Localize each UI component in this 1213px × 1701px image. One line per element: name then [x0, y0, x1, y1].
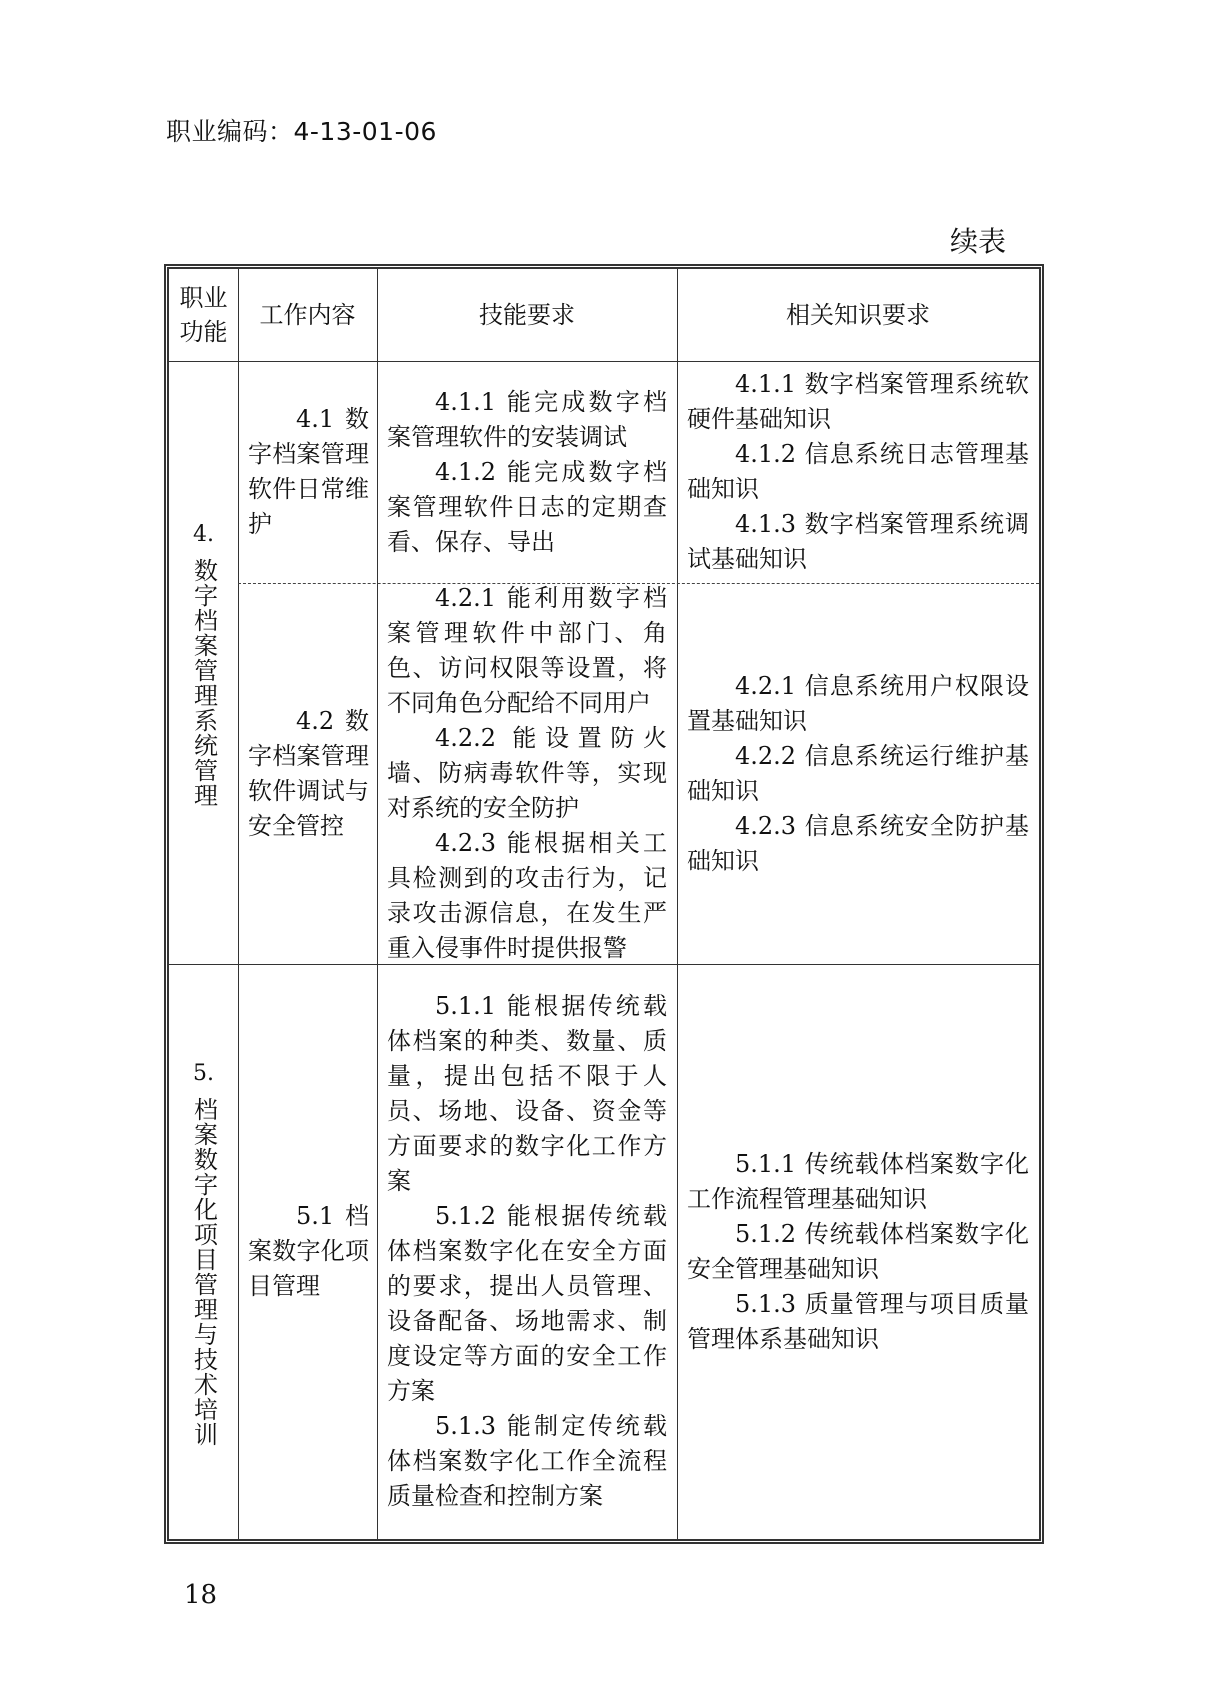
work-cell — [238, 583, 377, 964]
function-cell-5 — [169, 964, 238, 1539]
header-function: 职业 功能 — [179, 284, 228, 346]
knowledge-cell — [677, 583, 1039, 964]
knowledge-item: 4.1.1 数字档案管理系统软硬件基础知识 — [687, 370, 1029, 433]
knowledge-cell — [677, 964, 1039, 1539]
skill-item: 4.2.1 能利用数字档案管理软件中部门、角色、访问权限等设置，将不同角色分配给不同用户 — [387, 584, 667, 717]
header-knowledge: 相关知识要求 — [786, 300, 930, 329]
skills-table — [164, 264, 1044, 1544]
skill-cell — [377, 964, 677, 1539]
header-skill: 技能要求 — [479, 300, 575, 329]
skill-item: 4.2.2 能设置防火墙、防病毒软件等，实现对系统的安全防护 — [387, 724, 667, 822]
work-text: 4.1 数字档案管理软件日常维护 — [248, 405, 369, 538]
function-cell-4 — [169, 361, 238, 964]
knowledge-item: 4.2.1 信息系统用户权限设置基础知识 — [687, 671, 1029, 735]
skill-item: 5.1.1 能根据传统载体档案的种类、数量、质量，提出包括不限于人员、场地、设备、资金等方面要求的数字化工作方案 — [387, 992, 667, 1195]
skill-item: 5.1.3 能制定传统载体档案数字化工作全流程质量检查和控制方案 — [387, 1412, 667, 1510]
header-work: 工作内容 — [259, 300, 356, 329]
work-text: 4.2 数字档案管理软件调试与安全管控 — [248, 706, 369, 840]
function-number: 4. — [193, 522, 214, 547]
knowledge-item: 5.1.3 质量管理与项目质量管理体系基础知识 — [687, 1289, 1029, 1353]
knowledge-item: 4.1.3 数字档案管理系统调试基础知识 — [687, 510, 1029, 573]
skill-item: 4.2.3 能根据相关工具检测到的攻击行为，记录攻击源信息，在发生严重入侵事件时提供报警 — [387, 829, 667, 962]
knowledge-item: 4.1.2 信息系统日志管理基础知识 — [687, 440, 1029, 503]
skill-cell — [377, 361, 677, 583]
knowledge-item: 4.2.3 信息系统安全防护基础知识 — [687, 811, 1029, 875]
page-number: 18 — [184, 1580, 218, 1610]
skill-cell — [377, 583, 677, 964]
function-name: 档案数字化项目管理与技术培训 — [189, 1097, 218, 1447]
knowledge-cell — [677, 361, 1039, 583]
function-number: 5. — [193, 1061, 214, 1086]
occupation-code: 职业编码：4-13-01-06 — [166, 117, 437, 146]
continued-table-label: 续表 — [950, 225, 1007, 258]
skill-item: 4.1.1 能完成数字档案管理软件的安装调试 — [387, 387, 667, 451]
skill-item: 5.1.2 能根据传统载体档案数字化在安全方面的要求，提出人员管理、设备配备、场地需求、制度设定等方面的安全工作方案 — [387, 1202, 667, 1405]
function-name: 数字档案管理系统管理 — [189, 558, 218, 808]
skill-item: 4.1.2 能完成数字档案管理软件日志的定期查看、保存、导出 — [387, 457, 667, 556]
work-cell — [238, 964, 377, 1539]
knowledge-item: 5.1.2 传统载体档案数字化安全管理基础知识 — [687, 1219, 1029, 1283]
knowledge-item: 5.1.1 传统载体档案数字化工作流程管理基础知识 — [687, 1149, 1029, 1213]
knowledge-item: 4.2.2 信息系统运行维护基础知识 — [687, 741, 1029, 805]
work-cell — [238, 361, 377, 583]
work-text: 5.1 档案数字化项目管理 — [248, 1202, 369, 1300]
